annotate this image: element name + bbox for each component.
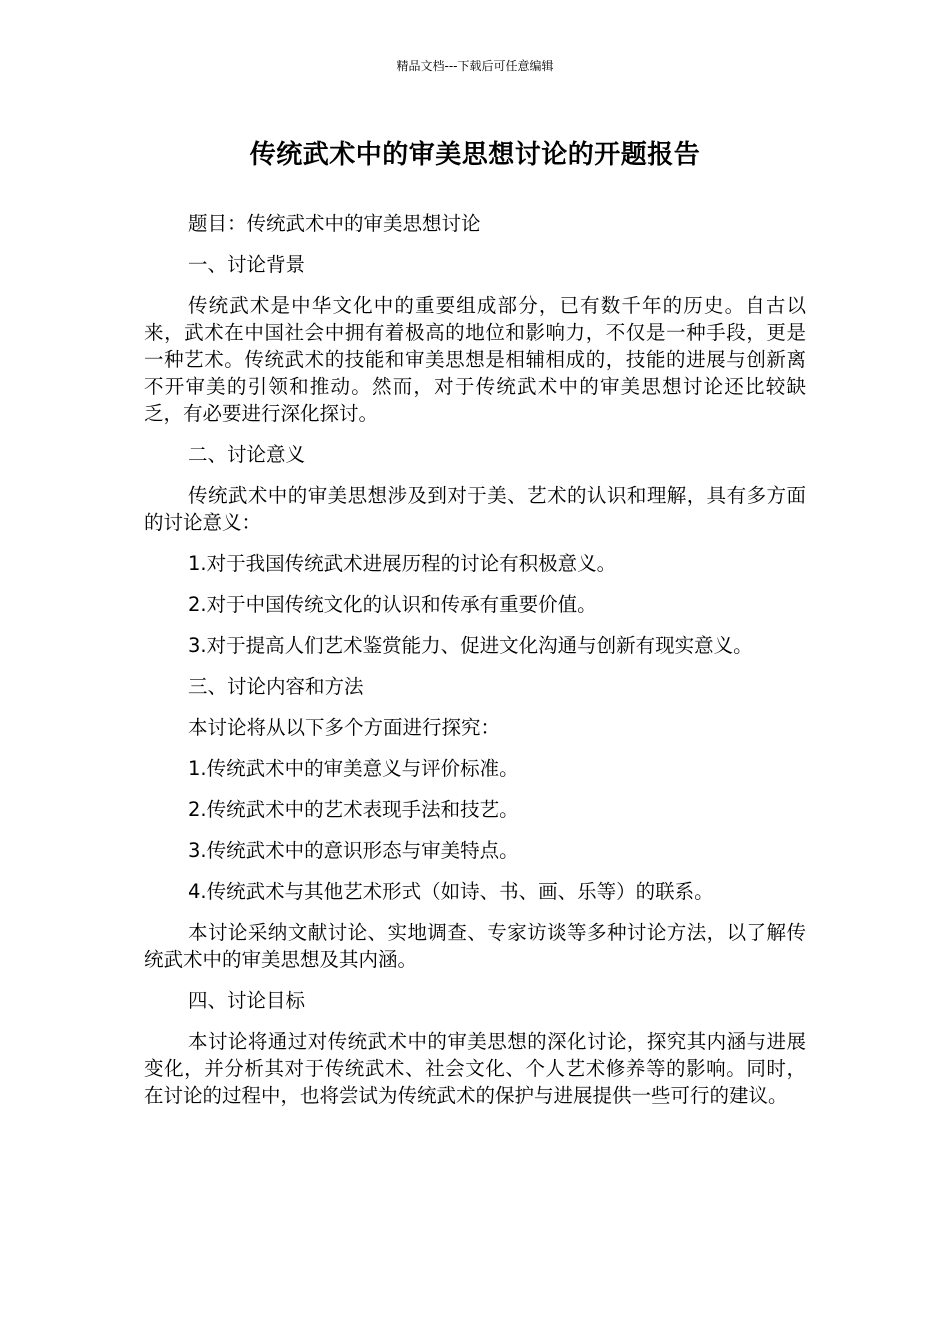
list-item: 4.传统武术与其他艺术形式（如诗、书、画、乐等）的联系。 <box>188 880 714 903</box>
paragraph-content-intro: 本讨论将从以下多个方面进行探究： <box>188 716 501 739</box>
paragraph-methods: 本讨论采纳文献讨论、实地调查、专家访谈等多种讨论方法，以了解传统武术中的审美思想及其内涵。 <box>144 921 806 971</box>
document-title: 传统武术中的审美思想讨论的开题报告 <box>249 140 701 170</box>
section-heading-background: 一、讨论背景 <box>188 253 306 276</box>
document-body <box>144 210 806 1123</box>
list-item: 3.对于提高人们艺术鉴赏能力、促进文化沟通与创新有现实意义。 <box>188 634 753 657</box>
section-heading-content-methods: 三、讨论内容和方法 <box>188 675 364 698</box>
list-item: 1.对于我国传统武术进展历程的讨论有积极意义。 <box>188 552 617 575</box>
topic-line: 题目：传统武术中的审美思想讨论 <box>188 212 481 235</box>
paragraph-significance: 传统武术中的审美思想涉及到对于美、艺术的认识和理解，具有多方面的讨论意义： <box>144 484 806 534</box>
section-heading-goals: 四、讨论目标 <box>188 989 306 1012</box>
list-item: 2.对于中国传统文化的认识和传承有重要价值。 <box>188 593 597 616</box>
paragraph-goals: 本讨论将通过对传统武术中的审美思想的深化讨论，探究其内涵与进展变化，并分析其对于传统武术、社会文化、个人艺术修养等的影响。同时，在讨论的过程中，也将尝试为传统武术的保护与进展提供一些可行的建议。 <box>144 1030 806 1107</box>
list-item: 3.传统武术中的意识形态与审美特点。 <box>188 839 519 862</box>
header-note: 精品文档---下载后可任意编辑 <box>396 59 554 73</box>
paragraph-background: 传统武术是中华文化中的重要组成部分，已有数千年的历史。自古以来，武术在中国社会中拥有着极高的地位和影响力，不仅是一种手段，更是一种艺术。传统武术的技能和审美思想是相辅相成的，技能的进展与创新离不开审美的引领和推动。然而，对于传统武术中的审美思想讨论还比较缺乏，有必要进行深化探讨。 <box>144 294 806 425</box>
list-item: 2.传统武术中的艺术表现手法和技艺。 <box>188 798 519 821</box>
list-item: 1.传统武术中的审美意义与评价标准。 <box>188 757 519 780</box>
section-heading-significance: 二、讨论意义 <box>188 443 306 466</box>
